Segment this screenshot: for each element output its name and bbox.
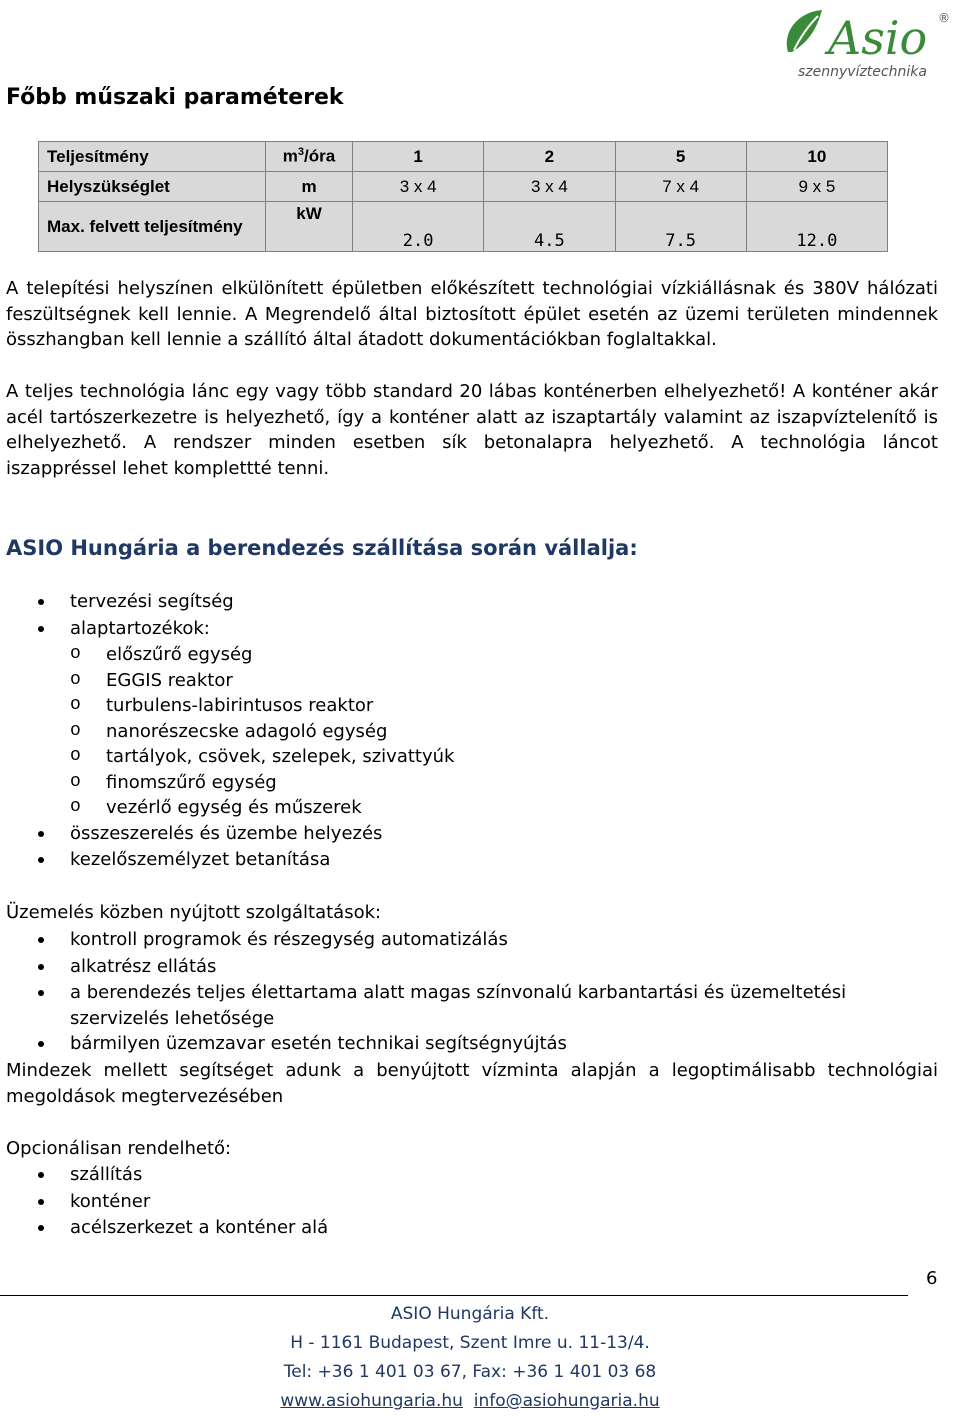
list-item: a berendezés teljes élettartama alatt magas színvonalú karbantartási és üzemeltetési szervizelés lehetősége bbox=[0, 980, 950, 1031]
cell-value: 3 x 4 bbox=[484, 172, 615, 202]
row-label: Max. felvett teljesítmény bbox=[39, 202, 266, 252]
services-title: Üzemelés közben nyújtott szolgáltatások: bbox=[6, 902, 382, 923]
footer-company: ASIO Hungária Kft. bbox=[390, 1304, 550, 1324]
page-number: 6 bbox=[926, 1268, 938, 1289]
cell-value: 4.5 bbox=[484, 202, 615, 252]
cell-value: 9 x 5 bbox=[746, 172, 887, 202]
row-label: Teljesítmény bbox=[39, 142, 266, 172]
table-row bbox=[39, 202, 888, 252]
list-item: tervezési segítség bbox=[0, 589, 950, 616]
sub-list-item: o nanorészecske adagoló egység bbox=[70, 719, 950, 745]
section-title-delivery: ASIO Hungária a berendezés szállítása során vállalja: bbox=[6, 536, 638, 560]
table-row bbox=[39, 142, 888, 172]
sub-list-item: o tartályok, csövek, szelepek, szivattyúk bbox=[70, 744, 950, 770]
list-item: alaptartozékok: o előszűrő egység o EGGIS reaktor o turbulens-labirintusos reaktor o nanorészecske adagoló egység o tartályok, csövek, szelepek, szivattyúk o finomszűrő egység o vezérlő egység és műszerek bbox=[0, 616, 950, 821]
sub-list-item: o előszűrő egység bbox=[70, 642, 950, 668]
optional-title: Opcionálisan rendelhető: bbox=[6, 1138, 232, 1159]
sub-list-item: o vezérlő egység és műszerek bbox=[70, 795, 950, 821]
list-item: kezelőszemélyzet betanítása bbox=[0, 847, 950, 874]
services-list bbox=[0, 927, 950, 1058]
sub-list-item: o turbulens-labirintusos reaktor bbox=[70, 693, 950, 719]
cell-value: 2.0 bbox=[353, 202, 484, 252]
sub-list bbox=[70, 642, 950, 821]
cell-value: 7 x 4 bbox=[615, 172, 746, 202]
page-heading: Főbb műszaki paraméterek bbox=[6, 85, 344, 110]
cell-value: 2 bbox=[484, 142, 615, 172]
table-row bbox=[39, 172, 888, 202]
cell-value: 3 x 4 bbox=[353, 172, 484, 202]
footer-divider bbox=[0, 1295, 908, 1296]
paragraph-site-requirements: A telepítési helyszínen elkülönített épületben előkészített technológiai vízkiállásnak és 380V hálózati feszültségnek kell lennie. A Megrendelő által biztosított épület esetén az üzemi területen mindennek összhangban kell lennie a szállító által átadott dokumentációkban foglaltakkal. bbox=[6, 278, 938, 350]
list-item: kontroll programok és részegység automatizálás bbox=[0, 927, 950, 954]
list-item: konténer bbox=[0, 1189, 950, 1216]
delivery-list bbox=[0, 589, 950, 874]
summary-paragraph: Mindezek mellett segítséget adunk a benyújtott vízminta alapján a legoptimálisabb technológiai megoldások megtervezésében bbox=[6, 1060, 938, 1107]
logo-registered: ® bbox=[938, 11, 950, 25]
list-item: alkatrész ellátás bbox=[0, 954, 950, 981]
list-item: bármilyen üzemzavar esetén technikai segítségnyújtás bbox=[0, 1031, 950, 1058]
logo-tagline: szennyvíztechnika bbox=[798, 64, 927, 80]
company-logo bbox=[778, 4, 956, 84]
website-link[interactable]: www.asiohungaria.hu bbox=[280, 1391, 463, 1411]
footer-address: H - 1161 Budapest, Szent Imre u. 11-13/4. bbox=[290, 1333, 650, 1353]
row-unit: $m^3$/óra bbox=[266, 142, 353, 172]
parameters-table bbox=[38, 141, 888, 252]
cell-value: 5 bbox=[615, 142, 746, 172]
paragraph-container: A teljes technológia lánc egy vagy több standard 20 lábas konténerben elhelyezhető! A konténer akár acél tartószerkezetre is helyezhető, így a konténer alatt az iszaptartály valamint az iszapvíztelenítő is elhelyezhető. A rendszer minden esetben sík betonalapra helyezhető. A technológia láncot iszappréssel lehet komplettté tenni. bbox=[6, 381, 938, 479]
list-item: összeszerelés és üzembe helyezés bbox=[0, 821, 950, 848]
sub-list-item: o finomszűrő egység bbox=[70, 770, 950, 796]
sub-list-item: o EGGIS reaktor bbox=[70, 668, 950, 694]
email-link[interactable]: info@asiohungaria.hu bbox=[473, 1391, 660, 1411]
optional-list bbox=[0, 1162, 950, 1242]
row-label: Helyszükséglet bbox=[39, 172, 266, 202]
logo-brand: Asio bbox=[828, 11, 928, 65]
footer bbox=[0, 1300, 940, 1416]
row-unit: m bbox=[266, 172, 353, 202]
row-unit: kW bbox=[266, 202, 353, 252]
footer-links bbox=[0, 1387, 940, 1416]
cell-value: 1 bbox=[353, 142, 484, 172]
list-item: acélszerkezet a konténer alá bbox=[0, 1215, 950, 1242]
cell-value: 12.0 bbox=[746, 202, 887, 252]
footer-phone: Tel: +36 1 401 03 67, Fax: +36 1 401 03 68 bbox=[283, 1362, 657, 1382]
cell-value: 10 bbox=[746, 142, 887, 172]
cell-value: 7.5 bbox=[615, 202, 746, 252]
list-item: szállítás bbox=[0, 1162, 950, 1189]
